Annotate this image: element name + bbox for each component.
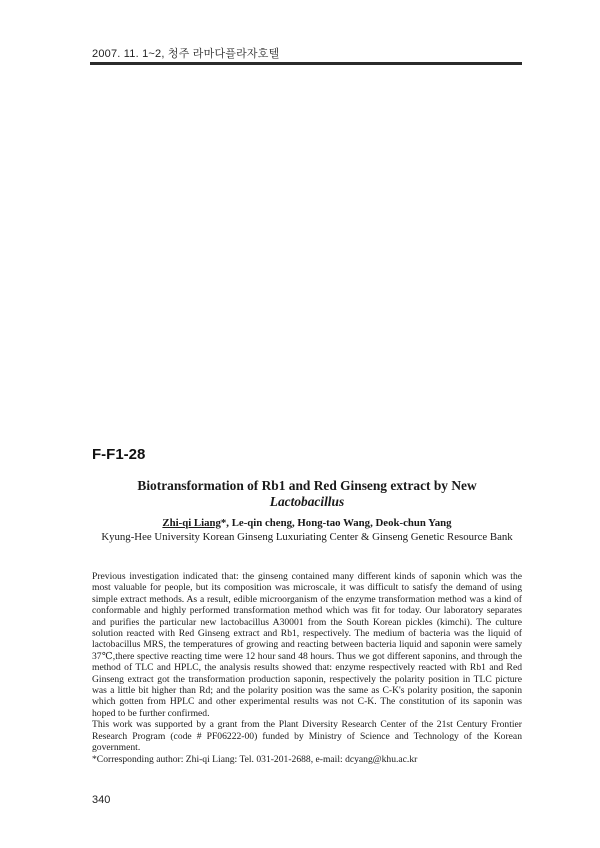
abstract-paragraph: Previous investigation indicated that: the ginseng contained many different kinds of saponin which was the most valuable for people, but its composition was microscale, it was difficult to satisfy the demand of using simple extract methods. As a result, edible microorganism of the enzyme transformation method was a kind of conformable and highly performed transformation method which was fit for today. Our laboratory separates and purifies the particular new lactobacillus A30001 from the South Korean pickles (kimchi). The culture solution reacted with Red Ginseng extract and Rb1, respectively. The medium of bacteria was the liquid of lactobacillus MRS, the temperatures of growing and reacting between bacteria liquid and saponin were samely 37℃,there spective reacting time were 12 hour sand 48 hours. Thus we got different saponins, and through the method of TLC and HPLC, the analysis results showed that: enzyme respectively reacted with Rb1 and Red Ginseng extract got the transformation production saponin, respectively the polarity position in TLC picture was a little bit higher than Rd; and the polarity position was the same as C-K's polarity position, the saponin which gotten from HPLC and other experimental results was not C-K. The constitution of its saponin was hoped to be further confirmed. bbox=[92, 571, 522, 719]
paper-title bbox=[92, 478, 522, 510]
paper-title-line2: Lactobacillus bbox=[269, 494, 345, 509]
presenting-author: Zhi-qi Liang bbox=[162, 517, 221, 529]
running-header: 2007. 11. 1~2, 청주 라마다플라자호텔 bbox=[92, 48, 280, 60]
acknowledgement: This work was supported by a grant from the Plant Diversity Research Center of the 21st Century Frontier Research Program (code # PF06222-00) funded by Ministry of Science and Technology of the Korean government. bbox=[92, 719, 522, 754]
affiliation: Kyung-Hee University Korean Ginseng Luxuriating Center & Ginseng Genetic Resource Bank bbox=[101, 531, 513, 543]
page-number: 340 bbox=[92, 794, 111, 806]
author-list bbox=[92, 517, 522, 529]
other-authors: *, Le-qin cheng, Hong-tao Wang, Deok-chun Yang bbox=[220, 517, 452, 529]
abstract-body bbox=[92, 571, 522, 765]
paper-code: F-F1-28 bbox=[92, 446, 146, 463]
paper-title-line1: Biotransformation of Rb1 and Red Ginseng extract by New bbox=[137, 478, 477, 493]
corresponding-author: *Corresponding author: Zhi-qi Liang: Tel. 031-201-2688, e-mail: dcyang@khu.ac.kr bbox=[92, 753, 418, 765]
header-rule bbox=[90, 62, 522, 65]
